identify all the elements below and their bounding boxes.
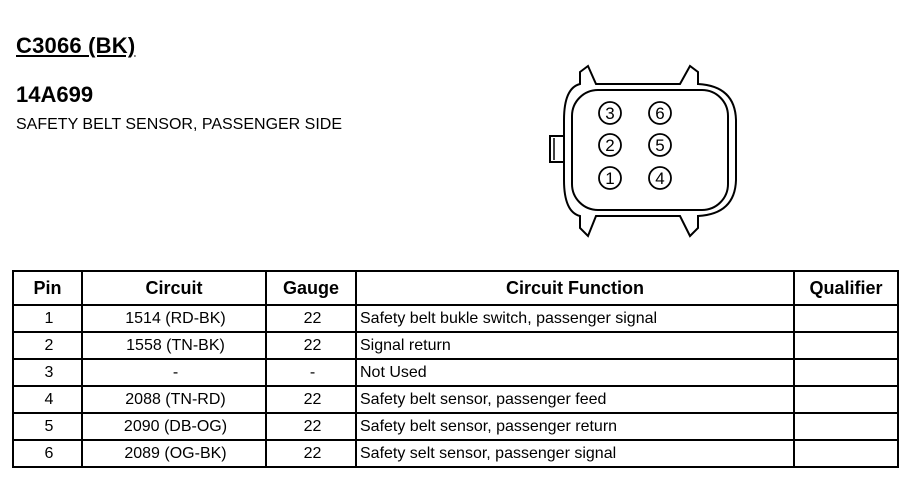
pin-table (12, 270, 899, 468)
circuit-cell: - (82, 359, 266, 386)
pin-cell: 1 (13, 305, 82, 332)
pin-label-3: 3 (605, 104, 615, 123)
circuit-cell: 1558 (TN-BK) (82, 332, 266, 359)
pin-cell: 5 (13, 413, 82, 440)
pin-label-5: 5 (655, 136, 665, 155)
gauge-cell: 22 (266, 440, 356, 467)
gauge-cell: 22 (266, 413, 356, 440)
gauge-cell: 22 (266, 305, 356, 332)
pin-label-2: 2 (605, 136, 615, 155)
qualifier-cell (794, 440, 898, 467)
circuit-cell: 2088 (TN-RD) (82, 386, 266, 413)
gauge-cell: 22 (266, 386, 356, 413)
table-row (13, 359, 898, 386)
pin-label-4: 4 (655, 169, 665, 188)
connector-face-diagram (540, 62, 750, 242)
pin-cell: 4 (13, 386, 82, 413)
function-cell: Safety belt bukle switch, passenger signal (356, 305, 794, 332)
qualifier-cell (794, 305, 898, 332)
pin-label-6: 6 (655, 104, 665, 123)
connector-id: C3066 (BK) (16, 33, 136, 58)
function-cell: Safety belt sensor, passenger return (356, 413, 794, 440)
circuit-cell: 2089 (OG-BK) (82, 440, 266, 467)
qualifier-cell (794, 332, 898, 359)
qualifier-cell (794, 413, 898, 440)
header-qualifier: Qualifier (794, 271, 898, 305)
table-row (13, 305, 898, 332)
table-row (13, 413, 898, 440)
table-row (13, 440, 898, 467)
pin-cell: 6 (13, 440, 82, 467)
circuit-cell: 1514 (RD-BK) (82, 305, 266, 332)
qualifier-cell (794, 359, 898, 386)
pin-cell: 3 (13, 359, 82, 386)
circuit-cell: 2090 (DB-OG) (82, 413, 266, 440)
connector-latch (550, 136, 564, 162)
qualifier-cell (794, 386, 898, 413)
connector-description: SAFETY BELT SENSOR, PASSENGER SIDE (16, 116, 343, 133)
part-number: 14A699 (16, 82, 94, 107)
pin-cell: 2 (13, 332, 82, 359)
pin-group (599, 102, 671, 189)
pin-label-1: 1 (605, 169, 615, 188)
header-circuit: Circuit (82, 271, 266, 305)
header-pin: Pin (13, 271, 82, 305)
function-cell: Signal return (356, 332, 794, 359)
table-row (13, 386, 898, 413)
header-circuit-function: Circuit Function (356, 271, 794, 305)
function-cell: Safety selt sensor, passenger signal (356, 440, 794, 467)
gauge-cell: - (266, 359, 356, 386)
header-gauge: Gauge (266, 271, 356, 305)
function-cell: Safety belt sensor, passenger feed (356, 386, 794, 413)
gauge-cell: 22 (266, 332, 356, 359)
table-row (13, 332, 898, 359)
function-cell: Not Used (356, 359, 794, 386)
